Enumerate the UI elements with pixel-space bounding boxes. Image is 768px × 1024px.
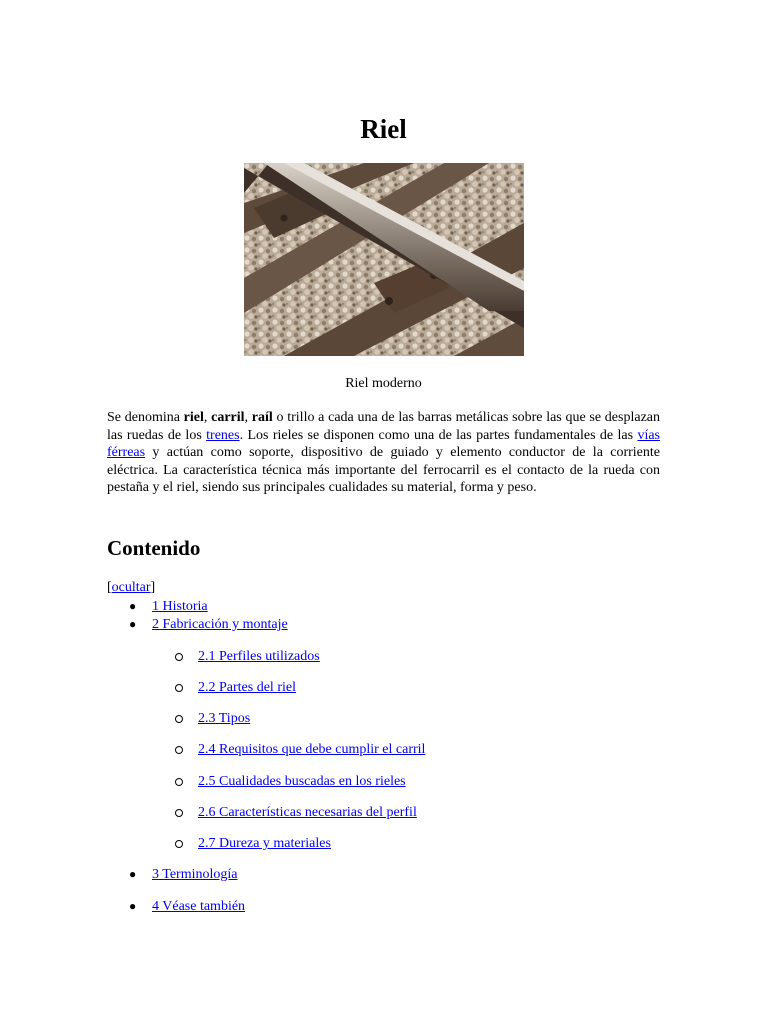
toc-item-caracteristicas[interactable]: 2.6 Características necesarias del perfil xyxy=(198,805,417,820)
intro-text: o trillo a cada una de las barras metálicas sobre las que se desplazan las ruedas de los xyxy=(107,410,661,443)
intro-text: , xyxy=(203,410,212,425)
bullet-icon: ● xyxy=(129,599,137,613)
page-title: Riel xyxy=(360,114,407,144)
link-vias-ferreas[interactable]: vías férreas xyxy=(107,427,660,461)
term-carril: carril xyxy=(211,410,245,425)
term-rail: raíl xyxy=(251,410,273,425)
hide-contents-link[interactable]: ocultar xyxy=(111,580,151,595)
toc-item-partes[interactable]: 2.2 Partes del riel xyxy=(198,680,296,695)
intro-text: . Los rieles se disponen como una de las partes fundamentales de las xyxy=(239,427,638,443)
toc-item-perfiles[interactable]: 2.1 Perfiles utilizados xyxy=(198,649,320,664)
term-riel: riel xyxy=(183,410,204,425)
contents-heading: Contenido xyxy=(107,536,201,560)
circle-bullet-icon xyxy=(175,840,183,848)
link-trenes[interactable]: trenes xyxy=(206,427,240,443)
toc-item-dureza[interactable]: 2.7 Dureza y materiales xyxy=(198,836,331,851)
toc-item-fabricacion[interactable]: 2 Fabricación y montaje xyxy=(152,617,288,632)
bracket-close: ] xyxy=(150,580,156,595)
toc-item-cualidades[interactable]: 2.5 Cualidades buscadas en los rieles xyxy=(198,774,406,789)
intro-text: y actúan como soporte, dispositivo de guiado y elemento conductor de la corriente eléctrica. La característica técnica más importante del ferrocarril es el contacto de la rueda con pestaña y el riel, siendo sus principales cualidades su material, forma y peso. xyxy=(107,445,660,496)
rail-photo-image xyxy=(244,163,524,356)
bracket-open: [ xyxy=(107,580,112,595)
circle-bullet-icon xyxy=(175,653,183,661)
circle-bullet-icon xyxy=(175,746,183,754)
rail-photo xyxy=(244,163,524,356)
bullet-icon: ● xyxy=(129,867,137,881)
bullet-icon: ● xyxy=(129,617,137,631)
figure-caption: Riel moderno xyxy=(345,376,422,391)
toc-item-historia[interactable]: 1 Historia xyxy=(152,599,208,614)
intro-text: Se denomina xyxy=(107,410,184,425)
toc-item-tipos[interactable]: 2.3 Tipos xyxy=(198,711,251,726)
circle-bullet-icon xyxy=(175,715,183,723)
toc-item-terminologia[interactable]: 3 Terminología xyxy=(152,867,238,882)
toc-item-vease-tambien[interactable]: 4 Véase también xyxy=(152,899,246,914)
bullet-icon: ● xyxy=(129,899,137,913)
circle-bullet-icon xyxy=(175,684,183,692)
intro-paragraph xyxy=(107,409,660,497)
circle-bullet-icon xyxy=(175,778,183,786)
toc-item-requisitos[interactable]: 2.4 Requisitos que debe cumplir el carril xyxy=(198,742,426,757)
intro-text: , xyxy=(244,410,252,425)
circle-bullet-icon xyxy=(175,809,183,817)
contents-toggle xyxy=(107,579,155,596)
